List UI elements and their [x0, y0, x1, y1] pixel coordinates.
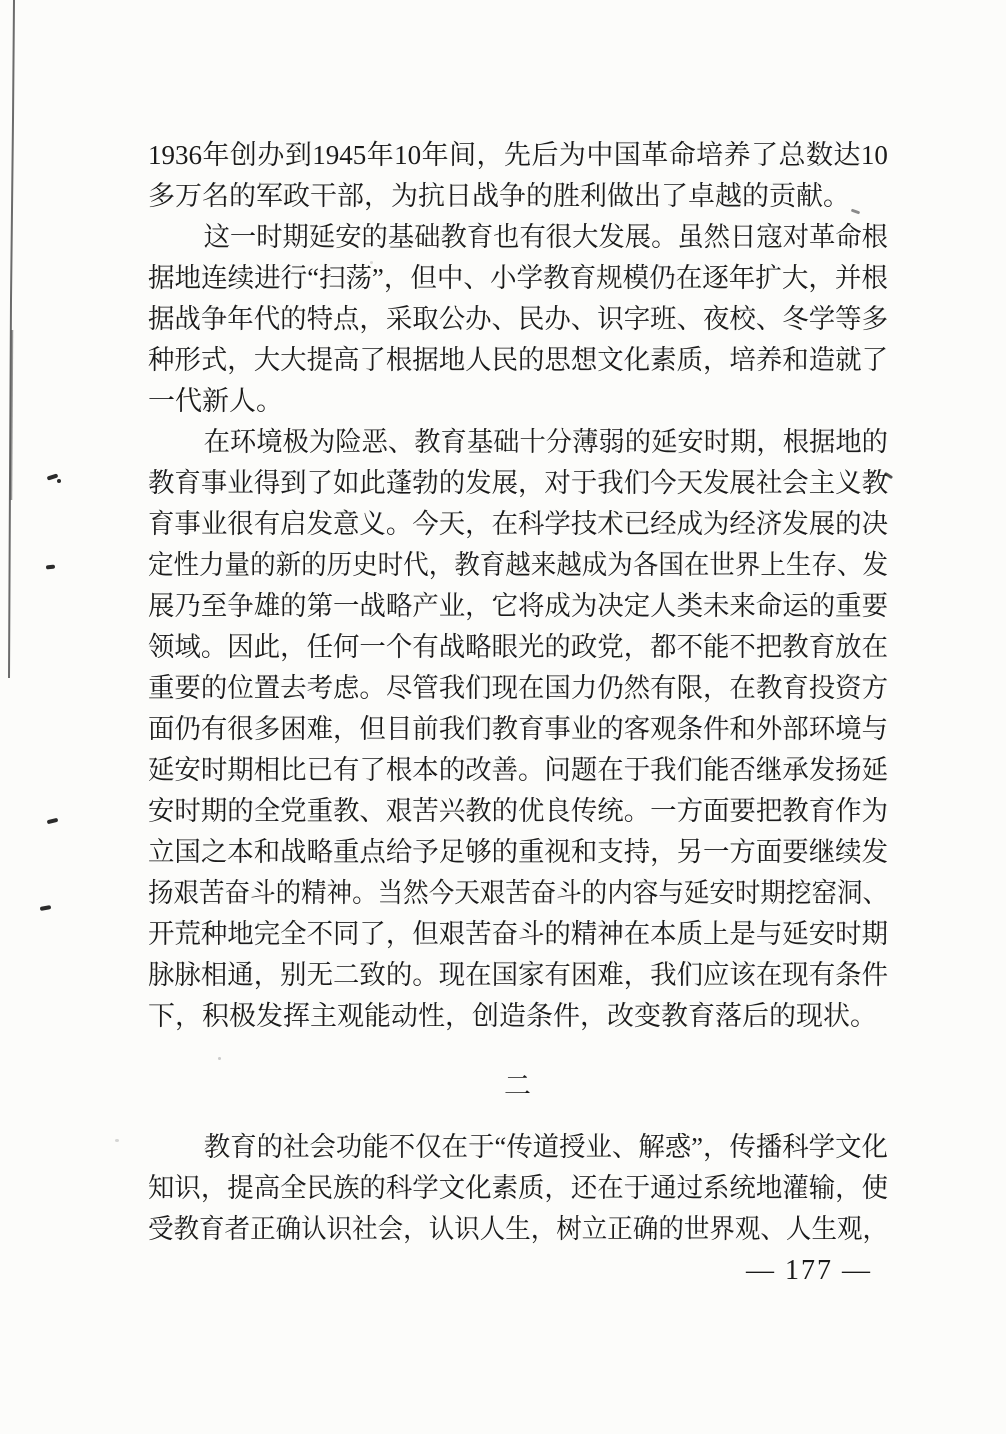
text-line: 知 识 ， 提 高 全 民 族 的 科 学 文 化 素 质 ， 还 在 于 通 过 系 统 地 灌 输 ， 使 — [148, 1173, 888, 1203]
paragraph — [148, 422, 888, 1037]
text-block — [148, 135, 888, 1250]
text-line: 面 仍 有 很 多 困 难 ， 但 目 前 我 们 教 育 事 业 的 客 观 条 件 和 外 部 环 境 与 — [148, 714, 888, 744]
margin-mark-dot — [57, 479, 61, 483]
margin-mark — [46, 565, 55, 570]
text-line: 这 一 时 期 延 安 的 基 础 教 育 也 有 很 大 发 展 。 虽 然 日 寇 对 革 命 根 — [203, 222, 888, 252]
text-line: 领 域 。 因 此 ， 任 何 一 个 有 战 略 眼 光 的 政 党 ， 都 不 能 不 把 教 育 放 在 — [148, 632, 888, 662]
text-line: 据 地 连 续 进 行 “ 扫 荡 ” ， 但 中 、 小 学 教 育 规 模 仍 在 逐 年 扩 大 ， 并 根 — [148, 263, 888, 293]
scan-edge-line — [0, 0, 24, 690]
text-line: 育 事 业 很 有 启 发 意 义 。 今 天 ， 在 科 学 技 术 已 经 成 为 经 济 发 展 的 决 — [148, 509, 888, 539]
text-line: 在 环 境 极 为 险 恶 、 教 育 基 础 十 分 薄 弱 的 延 安 时 期 ， 根 据 地 的 — [203, 427, 888, 457]
text-line: 多万名的军政干部，为抗日战争的胜利做出了卓越的贡献。 — [148, 181, 850, 211]
paragraph — [148, 1127, 888, 1250]
paragraph — [148, 217, 888, 422]
text-line: 定 性 力 量 的 新 的 历 史 时 代 ， 教 育 越 来 越 成 为 各 国 在 世 界 上 生 存 、 发 — [148, 550, 888, 580]
margin-mark — [47, 818, 59, 825]
text-line: 安 时 期 的 全 党 重 教 、 艰 苦 兴 教 的 优 良 传 统 。 一 方 面 要 把 教 育 作 为 — [148, 796, 888, 826]
text-line: 立 国 之 本 和 战 略 重 点 给 予 足 够 的 重 视 和 支 持 ， 另 一 方 面 要 继 续 发 — [148, 837, 888, 867]
text-line: 1936 年 创 办 到 1945 年 10 年 间 ， 先 后 为 中 国 革 命 培 养 了 总 数 达 10 — [148, 140, 888, 170]
scan-speckle — [115, 1139, 119, 1142]
text-line: 延 安 时 期 相 比 已 有 了 根 本 的 改 善 。 问 题 在 于 我 们 能 否 继 承 发 扬 延 — [148, 755, 888, 785]
text-line: 展 乃 至 争 雄 的 第 一 战 略 产 业 ， 它 将 成 为 决 定 人 类 未 来 命 运 的 重 要 — [148, 591, 888, 621]
text-line: 种 形 式 ， 大 大 提 高 了 根 据 地 人 民 的 思 想 文 化 素 质 ， 培 养 和 造 就 了 — [148, 345, 888, 375]
page-number: — 177 — — [746, 1255, 872, 1286]
text-line: 开 荒 种 地 完 全 不 同 了 ， 但 艰 苦 奋 斗 的 精 神 在 本 质 上 是 与 延 安 时 期 — [148, 919, 888, 949]
section-heading: 二 — [504, 1071, 532, 1101]
text-line: 教 育 事 业 得 到 了 如 此 蓬 勃 的 发 展 ， 对 于 我 们 今 天 发 展 社 会 主 义 教 — [148, 468, 888, 498]
text-line: 据 战 争 年 代 的 特 点 ， 采 取 公 办 、 民 办 、 识 字 班 、 夜 校 、 冬 学 等 多 — [148, 304, 888, 334]
text-line: 脉 脉 相 通 ， 别 无 二 致 的 。 现 在 国 家 有 困 难 ， 我 们 应 该 在 现 有 条 件 — [148, 960, 888, 990]
paragraph — [148, 135, 888, 217]
text-line: 受 教 育 者 正 确 认 识 社 会 ， 认 识 人 生 ， 树 立 正 确 的 世 界 观 、 人 生 观 ， — [148, 1214, 888, 1244]
text-line: 一代新人。 — [148, 386, 283, 416]
margin-mark — [40, 905, 52, 911]
text-line: 扬 艰 苦 奋 斗 的 精 神 。 当 然 今 天 艰 苦 奋 斗 的 内 容 与 延 安 时 期 挖 窑 洞 、 — [148, 878, 888, 908]
text-line: 下，积极发挥主观能动性，创造条件，改变教育落后的现状。 — [148, 1001, 877, 1031]
text-line: 教 育 的 社 会 功 能 不 仅 在 于 “ 传 道 授 业 、 解 惑 ” ， 传 播 科 学 文 化 — [203, 1132, 888, 1162]
text-line: 重 要 的 位 置 去 考 虑 。 尽 管 我 们 现 在 国 力 仍 然 有 限 ， 在 教 育 投 资 方 — [148, 673, 888, 703]
